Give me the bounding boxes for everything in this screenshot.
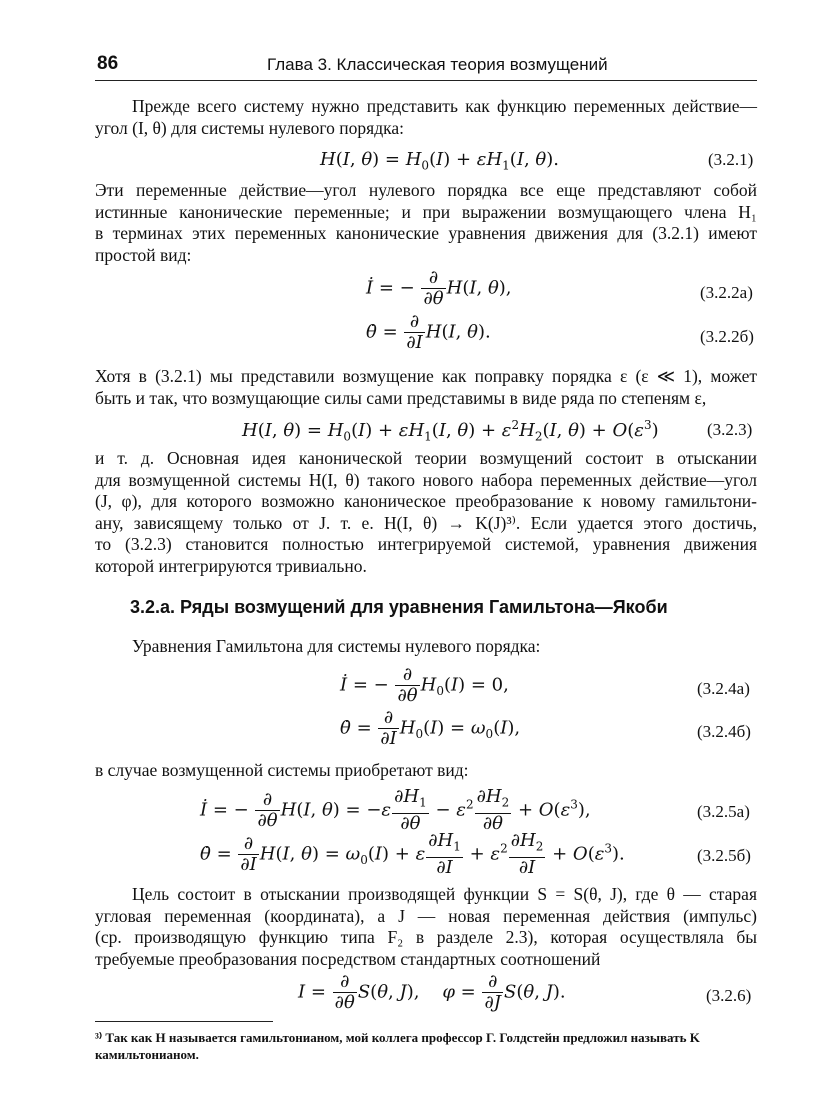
equation-number: (3.2.5б) [697, 846, 751, 865]
equation-number: (3.2.1) [708, 150, 754, 169]
equation-number: (3.2.4б) [697, 722, 751, 741]
paragraph-7 [95, 884, 757, 970]
section-heading: 3.2.a. Ряды возмущений для уравнения Гамильтона—Якоби [130, 597, 668, 617]
text-line: и т. д. Основная идея канонической теории возмущений состоит в отыскании [95, 448, 757, 468]
paragraph-4 [95, 448, 757, 577]
text-line: которой интегрируются тривиально. [95, 555, 367, 576]
text-line: быть и так, что возмущающие силы сами представимы в виде ряда по степеням ε, [95, 387, 707, 408]
text-line: Хотя в (3.2.1) мы представили возмущение как поправку порядка ε (ε ≪ 1), может [95, 366, 757, 386]
page-number: 86 [97, 53, 119, 74]
footnote-rule [95, 1021, 273, 1022]
header-rule [95, 80, 757, 81]
equation-number: (3.2.2а) [700, 283, 753, 302]
equation-number: (3.2.5а) [697, 802, 750, 821]
paragraph-2 [95, 180, 757, 266]
text-line: (J, φ), для которого возможно каноническое преобразование к новому гамильтони- [95, 491, 757, 511]
paragraph-1 [95, 96, 757, 139]
text-line: в терминах этих переменных канонические уравнения движения для (3.2.1) имеют [95, 223, 757, 243]
equation-3-2-6: I = $\frac{\partial}{\partial\theta}$ S(θ, J), φ = $\frac{\partial}{\partial J}$ S(θ, J). [298, 971, 566, 1013]
footnote: ³⁾ Так как H называется гамильтонианом, мой коллега профессор Г. Голдстейн предложил называть K камильтонианом. [95, 1030, 700, 1062]
paragraph-6 [95, 760, 757, 782]
equation-3-2-2a: İ = − $\frac{\partial}{\partial\theta}$ H(I, θ), [366, 267, 512, 309]
text-line: (ср. производящую функцию типа F₂ в разделе 2.3), которая осуществляла бы [95, 927, 757, 947]
equation-3-2-2b: θ̇ = $\frac{\partial}{\partial I}$ H(I, θ). [366, 311, 491, 353]
paragraph-3 [95, 366, 757, 409]
equation-3-2-4a: İ = − $\frac{\partial}{\partial\theta}$ $H_0(I) = 0$, [340, 664, 509, 706]
text-line: Эти переменные действие—угол нулевого порядка все еще представляют собой [95, 180, 757, 200]
text-line: угловая переменная (координата), а J — новая переменная действия (импульс) [95, 905, 757, 926]
chapter-title: Глава 3. Классическая теория возмущений [267, 55, 608, 74]
equation-3-2-5b: θ̇ = $\frac{\partial}{\partial I}$ H(I, $\theta) = \omega_0(I) + \varepsilon$ $\frac{\partial H_1}{\partial I}$ + $\varepsilon^2$ $\frac{\partial H_2}{\partial I}$ + $O(\varepsilon^3)$. [200, 830, 625, 878]
text-line: требуемые преобразования посредством стандартных соотношений [95, 948, 601, 969]
text-line: то (3.2.3) становится полностью интегрируемой системой, уравнения движения [95, 534, 757, 554]
equation-number: (3.2.2б) [700, 327, 754, 346]
text-line: истинные канонические переменные; и при выражении возмущающего члена H₁ [95, 201, 757, 222]
text-line: простой вид: [95, 244, 192, 265]
equation-3-2-4b: θ̇ = $\frac{\partial}{\partial I}$ $H_0(I) = \omega_0(I)$, [340, 707, 521, 749]
equation-3-2-1: H(I, $\theta) = H_0(I) + \varepsilon H_1(I$, θ). [320, 149, 559, 173]
paragraph-5 [95, 636, 757, 658]
text-line: Цель состоит в отыскании производящей функции S = S(θ, J), где θ — старая [132, 884, 757, 904]
text-line: ану, зависящему только от J. т. е. H(I, θ) → K(J)³⁾. Если удается этого достичь, [95, 512, 757, 533]
equation-3-2-3: H(I, $\theta) = H_0(I) + \varepsilon H_1(I$, $\theta) + \varepsilon^2H_2(I$, $\theta) + O(\varepsilon^3)$ [242, 418, 659, 444]
equation-number: (3.2.3) [707, 420, 753, 439]
text-line: Уравнения Гамильтона для системы нулевого порядка: [132, 636, 541, 656]
equation-number: (3.2.4а) [697, 679, 750, 698]
text-line: Прежде всего систему нужно представить как функцию переменных действие— [132, 96, 757, 116]
equation-3-2-5a: İ = − $\frac{\partial}{\partial\theta}$ H(I, θ) = −ε $\frac{\partial H_1}{\partial\theta}$ − $\varepsilon^2$ $\frac{\partial H_2}{\partial\theta}$ + $O(\varepsilon^3)$, [200, 786, 591, 834]
equation-number: (3.2.6) [706, 986, 752, 1005]
text-line: в случае возмущенной системы приобретают вид: [95, 760, 469, 780]
text-line: для возмущенной системы H(I, θ) такого нового набора переменных действие—угол [95, 469, 757, 490]
text-line: угол (I, θ) для системы нулевого порядка: [95, 117, 404, 138]
